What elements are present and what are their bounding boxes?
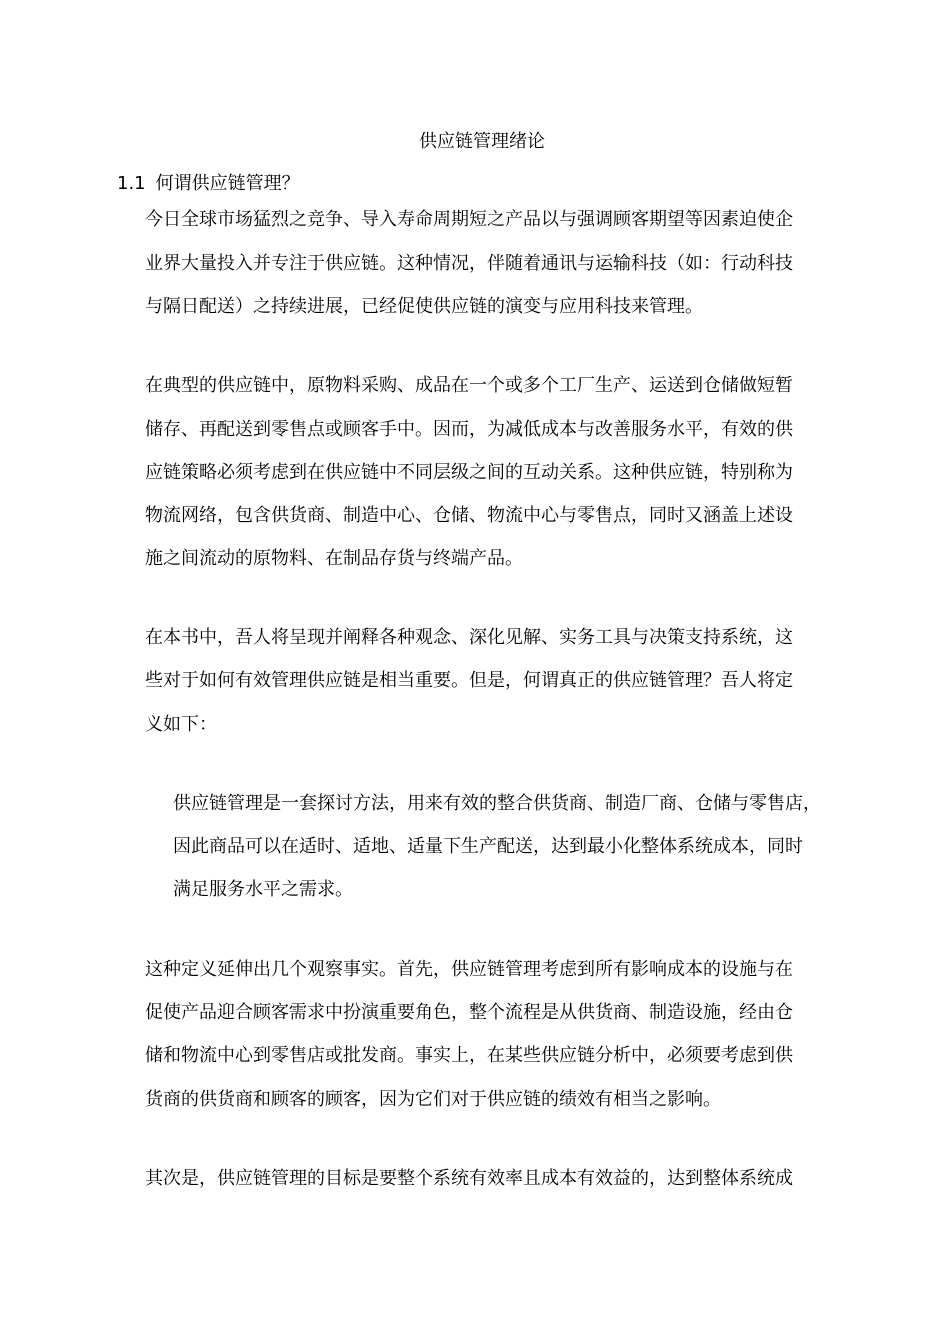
- text-line: 应链策略必须考虑到在供应链中不同层级之间的互动关系。这种供应链，特别称为: [145, 462, 793, 483]
- text-line: 今日全球市场猛烈之竞争、导入寿命周期短之产品以与强调顾客期望等因素迫使企: [145, 209, 793, 230]
- section-heading: [117, 170, 300, 198]
- text-line: 储和物流中心到零售店或批发商。事实上，在某些供应链分析中，必须要考虑到供: [145, 1045, 793, 1066]
- text-line: 些对于如何有效管理供应链是相当重要。但是，何谓真正的供应链管理？吾人将定: [145, 670, 793, 691]
- text-line: 在典型的供应链中，原物料采购、成品在一个或多个工厂生产、运送到仓储做短暂: [145, 375, 793, 396]
- text-line: 货商的供货商和顾客的顾客，因为它们对于供应链的绩效有相当之影响。: [145, 1089, 721, 1110]
- text-line: 储存、再配送到零售点或顾客手中。因而，为减低成本与改善服务水平，有效的供: [145, 419, 793, 440]
- document-title: 供应链管理绪论: [419, 131, 545, 152]
- text-line: 业界大量投入并专注于供应链。这种情况，伴随着通讯与运输科技（如：行动科技: [145, 253, 793, 274]
- text-line: 义如下：: [145, 714, 217, 735]
- text-line: 物流网络，包含供货商、制造中心、仓储、物流中心与零售点，同时又涵盖上述设: [145, 505, 793, 526]
- text-line: 与隔日配送）之持续进展，已经促使供应链的演变与应用科技来管理。: [145, 296, 703, 317]
- text-line: 促使产品迎合顾客需求中扮演重要角色，整个流程是从供货商、制造设施，经由仓: [145, 1002, 793, 1023]
- section-title: 何谓供应链管理？: [155, 173, 300, 194]
- text-line: 满足服务水平之需求。: [173, 879, 353, 900]
- text-line: 这种定义延伸出几个观察事实。首先，供应链管理考虑到所有影响成本的设施与在: [145, 959, 793, 980]
- text-line: 供应链管理是一套探讨方法，用来有效的整合供货商、制造厂商、仓储与零售店，: [173, 793, 821, 814]
- text-line: 施之间流动的原物料、在制品存货与终端产品。: [145, 548, 523, 569]
- text-line: 其次是，供应链管理的目标是要整个系统有效率且成本有效益的，达到整体系统成: [145, 1168, 793, 1189]
- text-line: 在本书中，吾人将呈现并阐释各种观念、深化见解、实务工具与决策支持系统，这: [145, 627, 793, 648]
- text-line: 因此商品可以在适时、适地、适量下生产配送，达到最小化整体系统成本，同时: [173, 836, 803, 857]
- section-number: 1.1: [117, 173, 146, 194]
